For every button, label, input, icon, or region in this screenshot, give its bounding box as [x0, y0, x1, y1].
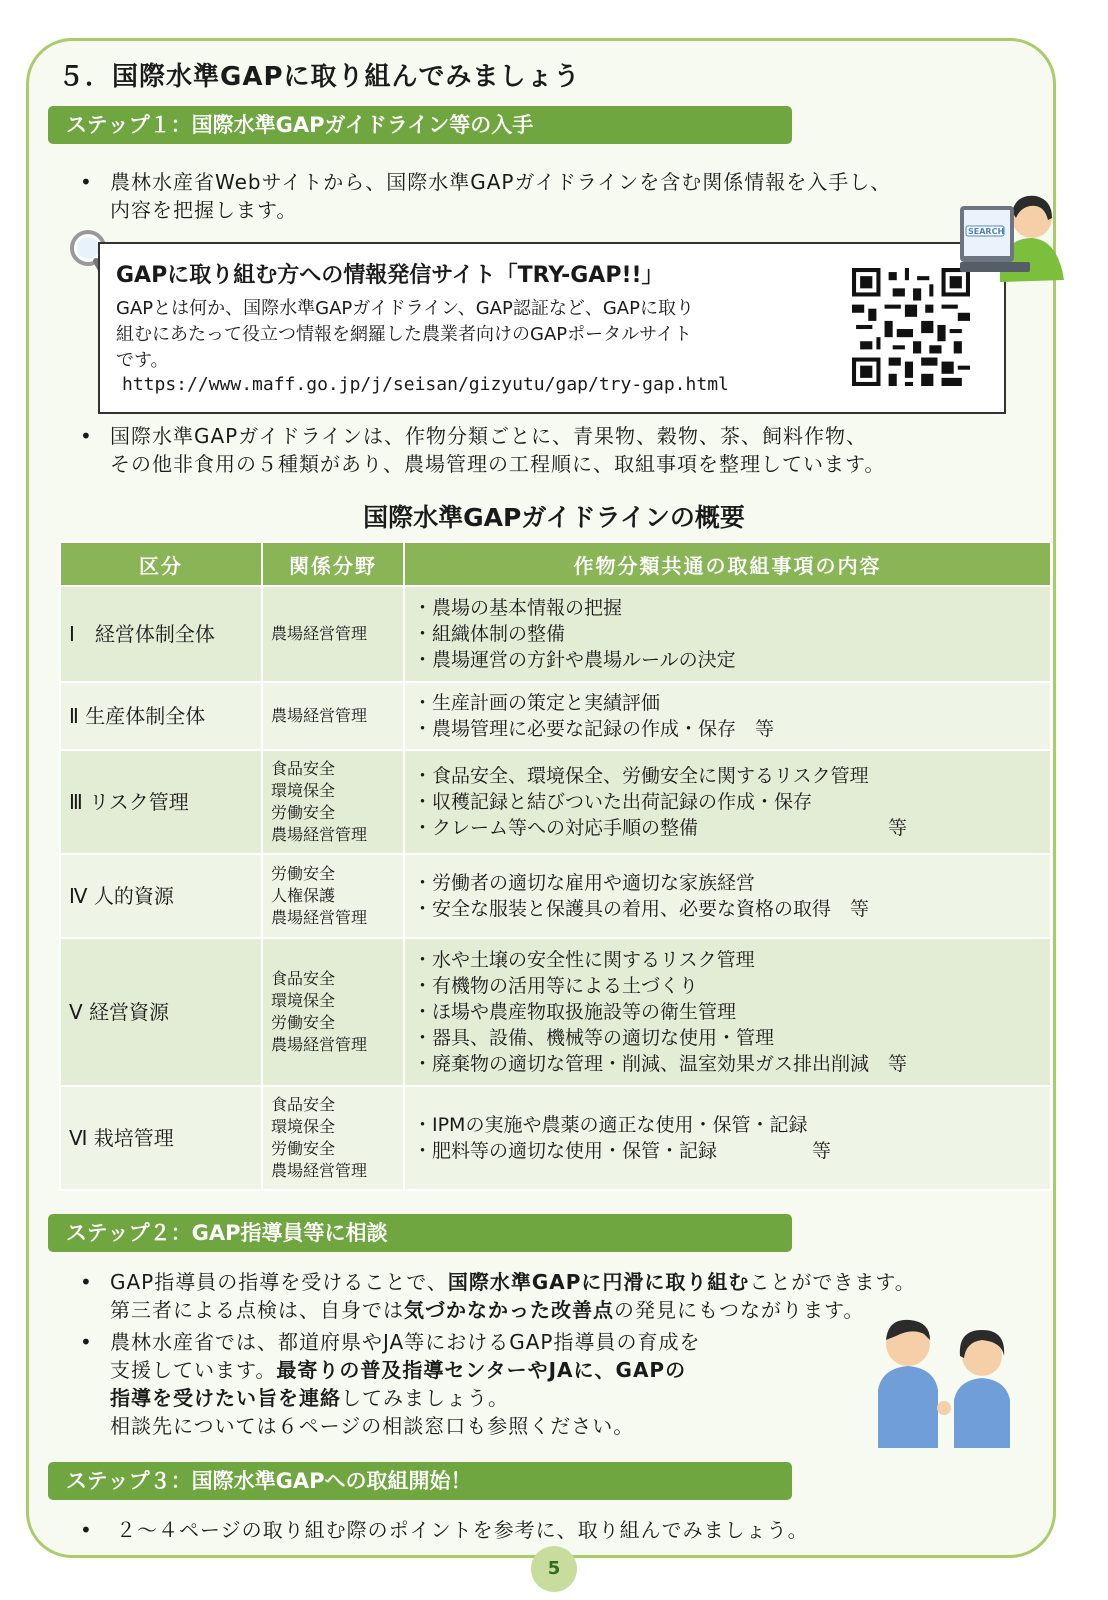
step1-banner: ステップ１：国際水準GAPガイドライン等の入手	[48, 106, 792, 144]
bullet-text: GAP指導員の指導を受けることで、国際水準GAPに円滑に取り組むことができます。	[110, 1270, 916, 1294]
info-box-body	[116, 296, 836, 374]
row-items: ・農場の基本情報の把握 ・組織体制の整備 ・農場運営の方針や農場ルールの決定	[404, 586, 1051, 682]
bullet-dot: •	[80, 1518, 93, 1542]
table-row	[60, 1086, 1051, 1190]
try-gap-url[interactable]: https://www.maff.go.jp/j/seisan/gizyutu/gap/try-gap.html	[122, 374, 729, 395]
row-fields: 農場経営管理	[262, 682, 404, 750]
step1-bullet-2	[80, 422, 1010, 478]
laptop-user-illustration	[960, 190, 1070, 290]
bullet-dot: •	[80, 1330, 93, 1354]
row-fields: 農場経営管理	[262, 586, 404, 682]
consultation-illustration	[872, 1310, 1022, 1448]
row-category: Ⅴ 経営資源	[60, 938, 262, 1086]
row-items: ・IPMの実施や農薬の適正な使用・保管・記録 ・肥料等の適切な使用・保管・記録 等	[404, 1086, 1051, 1190]
step2-banner: ステップ２：GAP指導員等に相談	[48, 1214, 792, 1252]
row-category: Ⅲ リスク管理	[60, 750, 262, 854]
page-title: ５．国際水準GAPに取り組んでみましょう	[58, 62, 581, 92]
row-items: ・水や土壌の安全性に関するリスク管理 ・有機物の活用等による土づくり ・ほ場や農産物取扱施設等の衛生管理 ・器具、設備、機械等の適切な使用・管理 ・廃棄物の適切な管理・削減、温室効果ガス排出削減 等	[404, 938, 1051, 1086]
header-field: 関係分野	[262, 542, 404, 586]
bullet-text: 内容を把握します。	[110, 198, 298, 222]
info-box-title: GAPに取り組む方への情報発信サイト「TRY-GAP!!」	[116, 263, 664, 288]
step2-bullet-2	[80, 1328, 800, 1440]
bullet-text: 指導を受けたい旨を連絡してみましょう。	[110, 1386, 509, 1410]
qr-code-icon[interactable]	[852, 268, 970, 386]
step1-bullet-1	[80, 168, 1010, 224]
step3-bullet	[80, 1516, 980, 1544]
bullet-text: 支援しています。最寄りの普及指導センターやJAに、GAPの	[110, 1358, 687, 1382]
info-box-line: です。	[116, 350, 169, 371]
row-category: Ⅳ 人的資源	[60, 854, 262, 938]
row-category: Ⅰ 経営体制全体	[60, 586, 262, 682]
bullet-text: 農林水産省では、都道府県やJA等におけるGAP指導員の育成を	[110, 1330, 701, 1354]
table-row	[60, 750, 1051, 854]
step3-banner: ステップ３：国際水準GAPへの取組開始！	[48, 1462, 792, 1500]
row-fields: 食品安全 環境保全 労働安全 農場経営管理	[262, 938, 404, 1086]
table-header-row	[60, 542, 1051, 586]
table-row	[60, 854, 1051, 938]
row-category: Ⅵ 栽培管理	[60, 1086, 262, 1190]
row-items: ・労働者の適切な雇用や適切な家族経営 ・安全な服装と保護具の着用、必要な資格の取得 等	[404, 854, 1051, 938]
bullet-dot: •	[80, 170, 93, 194]
bullet-text: 国際水準GAPガイドラインは、作物分類ごとに、青果物、穀物、茶、飼料作物、	[110, 424, 868, 448]
row-fields: 食品安全 環境保全 労働安全 農場経営管理	[262, 750, 404, 854]
row-fields: 労働安全 人権保護 農場経営管理	[262, 854, 404, 938]
row-fields: 食品安全 環境保全 労働安全 農場経営管理	[262, 1086, 404, 1190]
bullet-text: その他非食用の５種類があり、農場管理の工程順に、取組事項を整理しています。	[110, 452, 886, 476]
table-title: 国際水準GAPガイドラインの概要	[363, 503, 745, 532]
bullet-dot: •	[80, 424, 93, 448]
row-items: ・生産計画の策定と実績評価 ・農場管理に必要な記録の作成・保存 等	[404, 682, 1051, 750]
info-box-line: 組むにあたって役立つ情報を網羅した農業者向けのGAPポータルサイト	[116, 324, 692, 345]
guideline-table	[59, 541, 1052, 1191]
bullet-text: 相談先については６ページの相談窓口も参照ください。	[110, 1414, 635, 1438]
header-category: 区分	[60, 542, 262, 586]
info-box-line: GAPとは何か、国際水準GAPガイドライン、GAP認証など、GAPに取り	[116, 298, 694, 319]
page-number: 5	[531, 1546, 577, 1592]
header-items: 作物分類共通の取組事項の内容	[404, 542, 1051, 586]
row-items: ・食品安全、環境保全、労働安全に関するリスク管理 ・収穫記録と結びついた出荷記録の作成・保存 ・クレーム等への対応手順の整備 等	[404, 750, 1051, 854]
search-label: SEARCH	[968, 227, 1005, 236]
row-category: Ⅱ 生産体制全体	[60, 682, 262, 750]
table-row	[60, 938, 1051, 1086]
bullet-dot: •	[80, 1270, 93, 1294]
bullet-text: 第三者による点検は、自身では気づかなかった改善点の発見にもつながります。	[110, 1298, 865, 1322]
try-gap-info-box	[98, 242, 1006, 414]
bullet-text: ２～４ページの取り組む際のポイントを参考に、取り組んでみましょう。	[116, 1518, 809, 1542]
bullet-text: 農林水産省Webサイトから、国際水準GAPガイドラインを含む関係情報を入手し、	[110, 170, 892, 194]
table-row	[60, 586, 1051, 682]
table-row	[60, 682, 1051, 750]
